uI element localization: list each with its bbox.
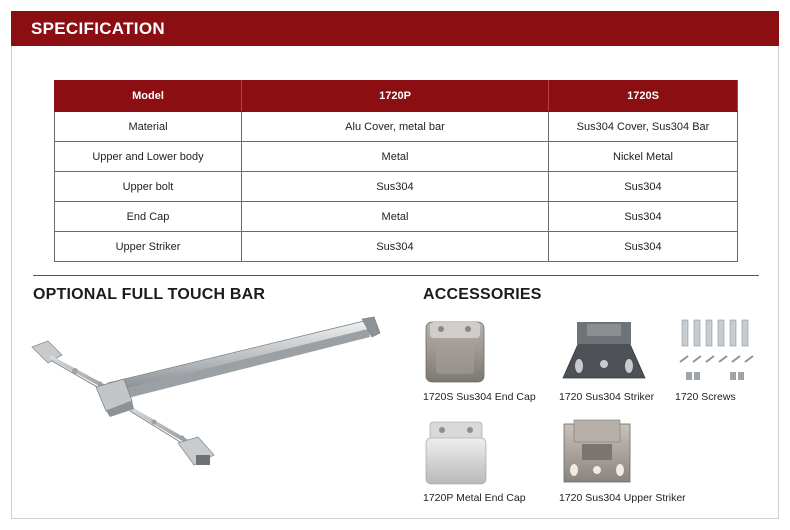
cell-1720s: Nickel Metal	[549, 142, 738, 172]
cell-1720s: Sus304 Cover, Sus304 Bar	[549, 112, 738, 142]
header-model: Model	[55, 81, 242, 112]
spec-table	[54, 80, 738, 262]
cell-1720p: Sus304	[242, 232, 549, 262]
row-label: End Cap	[55, 202, 242, 232]
accessory-caption: 1720P Metal End Cap	[423, 492, 526, 504]
accessory-caption: 1720 Sus304 Upper Striker	[559, 492, 686, 504]
cell-1720p: Metal	[242, 202, 549, 232]
table-row	[55, 172, 738, 202]
cell-1720s: Sus304	[549, 232, 738, 262]
header-1720p: 1720P	[242, 81, 549, 112]
row-label: Material	[55, 112, 242, 142]
cell-1720s: Sus304	[549, 202, 738, 232]
table-header-row	[55, 81, 738, 112]
screws-image	[676, 316, 756, 384]
table-row	[55, 142, 738, 172]
section-divider	[33, 275, 759, 276]
striker-sus304-image	[559, 320, 649, 386]
row-label: Upper Striker	[55, 232, 242, 262]
cell-1720p: Metal	[242, 142, 549, 172]
row-label: Upper and Lower body	[55, 142, 242, 172]
touch-bar-image	[28, 315, 390, 480]
cell-1720p: Sus304	[242, 172, 549, 202]
accessories-title: ACCESSORIES	[423, 286, 542, 303]
upper-striker-image	[560, 418, 634, 486]
table-row	[55, 112, 738, 142]
header-1720s: 1720S	[549, 81, 738, 112]
touch-bar-title: OPTIONAL FULL TOUCH BAR	[33, 286, 266, 303]
row-label: Upper bolt	[55, 172, 242, 202]
cell-1720s: Sus304	[549, 172, 738, 202]
accessory-caption: 1720 Screws	[675, 391, 736, 403]
end-cap-sus304-image	[424, 320, 486, 384]
table-row	[55, 202, 738, 232]
accessory-caption: 1720 Sus304 Striker	[559, 391, 655, 403]
cell-1720p: Alu Cover, metal bar	[242, 112, 549, 142]
accessory-caption: 1720S Sus304 End Cap	[423, 391, 536, 403]
end-cap-metal-image	[424, 420, 488, 486]
table-row	[55, 232, 738, 262]
spec-banner: SPECIFICATION	[11, 11, 779, 46]
